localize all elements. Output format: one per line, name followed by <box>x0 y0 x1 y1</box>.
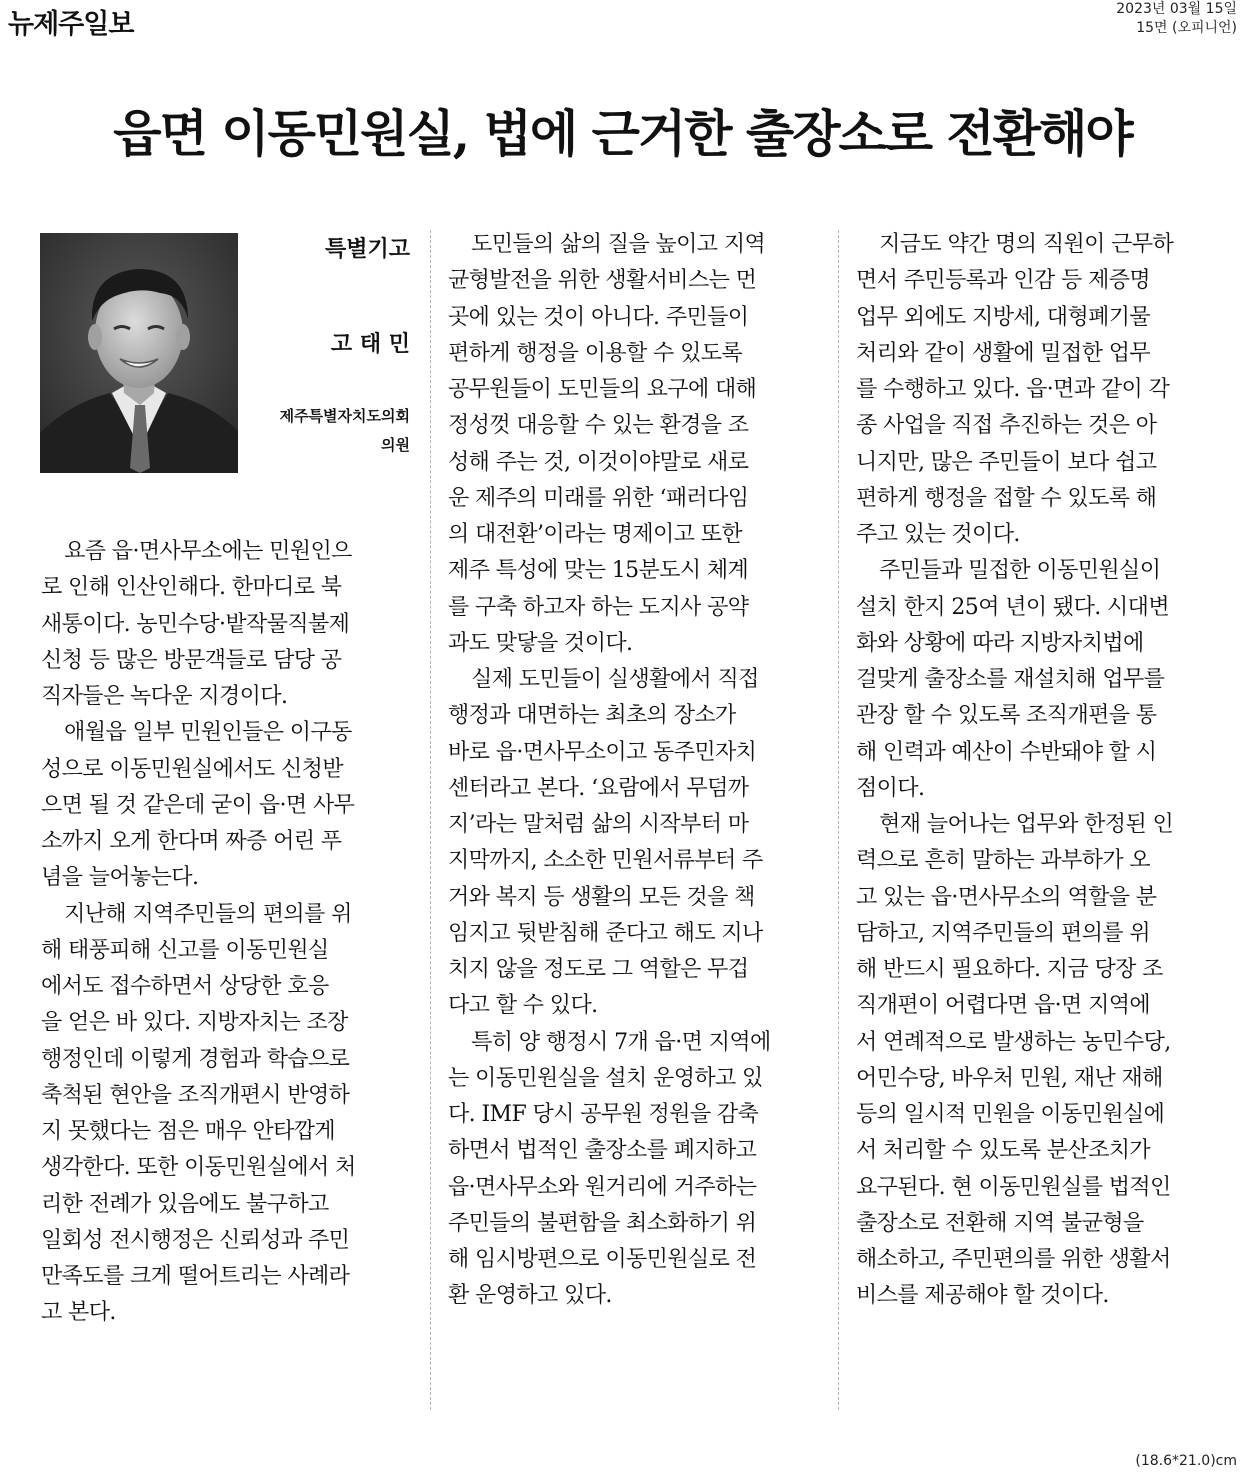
article-text-line: 거와 복지 등 생활의 모든 것을 책 <box>448 884 755 910</box>
article-text-line: 다고 할 수 있다. <box>448 993 598 1019</box>
article-text-line: 지’라는 말처럼 삶의 시작부터 마 <box>448 812 749 837</box>
article-size-note: (18.6*21.0)cm <box>1135 1453 1237 1469</box>
article-text-line: 등의 일시적 민원을 이동민원실에 <box>856 1102 1165 1127</box>
article-text-line: 직개편이 어렵다면 읍·면 지역에 <box>856 993 1151 1019</box>
article-text-line: 해 인력과 예산이 수반돼야 할 시 <box>856 739 1157 765</box>
article-text-line: 공무원들이 도민들의 요구에 대해 <box>448 377 757 402</box>
article-paragraph <box>856 553 1228 807</box>
article-text-line: 서 처리할 수 있도록 분산조치가 <box>856 1138 1151 1164</box>
article-text-line: 신청 등 많은 방문객들로 담당 공 <box>41 647 342 673</box>
article-text-line: 만족도를 크게 떨어트리는 사례라 <box>41 1264 350 1289</box>
article-text-line: 해 반드시 필요하다. 지금 당장 조 <box>856 957 1163 982</box>
column-type-label: 특별기고 <box>324 237 410 262</box>
newspaper-masthead: 뉴제주일보 <box>8 9 134 40</box>
article-text-line: 직자들은 녹다운 지경이다. <box>41 684 288 709</box>
article-text-line: 화와 상황에 따라 지방자치법에 <box>856 630 1144 656</box>
article-paragraph <box>448 662 820 1025</box>
article-text-line: 설치 한지 25여 년이 됐다. 시대변 <box>856 594 1169 620</box>
article-paragraph <box>448 227 820 662</box>
article-text-line: 운 제주의 미래를 위한 ‘패러다임 <box>448 485 749 511</box>
article-text-line: 주민들과 밀접한 이동민원실이 <box>879 558 1161 584</box>
article-text-line: 어민수당, 바우처 민원, 재난 재해 <box>856 1065 1163 1091</box>
article-text-line: 념을 늘어놓는다. <box>41 865 199 891</box>
article-paragraph <box>856 807 1228 1315</box>
article-text-line: 지막까지, 소소한 민원서류부터 주 <box>448 848 763 874</box>
article-text-line: 처리와 같이 생활에 밀접한 업무 <box>856 340 1151 366</box>
article-text-line: 바로 읍·면사무소이고 동주민자치 <box>448 739 757 765</box>
article-text-line: 편하게 행정을 접할 수 있도록 해 <box>856 485 1157 511</box>
article-text-line: 담하고, 지역주민들의 편의를 위 <box>856 920 1151 946</box>
article-text-line: 곳에 있는 것이 아니다. 주민들이 <box>448 304 749 330</box>
article-text-line: 를 수행하고 있다. 읍·면과 같이 각 <box>856 377 1170 402</box>
column-divider <box>838 230 839 1410</box>
article-text-line: 해 태풍피해 신고를 이동민원실 <box>41 937 329 963</box>
article-text-line: 종 사업을 직접 추진하는 것은 아 <box>856 413 1157 439</box>
author-affiliation <box>230 402 410 460</box>
article-paragraph <box>856 227 1228 553</box>
issue-meta <box>1116 0 1237 38</box>
article-text-line: 환 운영하고 있다. <box>448 1283 612 1309</box>
article-text-line: 균형발전을 위한 생활서비스는 먼 <box>448 268 757 294</box>
article-text-line: 하면서 법적인 출장소를 폐지하고 <box>448 1138 757 1164</box>
article-paragraph <box>41 897 413 1332</box>
article-text-line: 성해 주는 것, 이것이야말로 새로 <box>448 449 749 475</box>
article-text-line: 해 임시방편으로 이동민원실로 전 <box>448 1247 757 1272</box>
article-text-line: 관장 할 수 있도록 조직개편을 통 <box>856 703 1157 729</box>
article-text-line: 에서도 접수하면서 상당한 호응 <box>41 974 329 999</box>
article-text-line: 축척된 현안을 조직개편시 반영하 <box>41 1082 350 1108</box>
article-text-line: 으면 될 것 같은데 굳이 읍·면 사무 <box>41 792 355 818</box>
article-paragraph <box>41 715 413 896</box>
article-text-line: 업무 외에도 지방세, 대형폐기물 <box>856 304 1151 330</box>
article-text-line: 비스를 제공해야 할 것이다. <box>856 1283 1109 1309</box>
article-text-line: 니지만, 많은 주민들이 보다 쉽고 <box>856 449 1157 475</box>
article-text-line: 면서 주민등록과 인감 등 제증명 <box>856 268 1151 294</box>
article-text-line: 주고 있는 것이다. <box>856 522 1020 547</box>
article-text-line: 로 인해 인산인해다. 한마디로 북 <box>41 575 342 601</box>
article-text-line: 현재 늘어나는 업무와 한정된 인 <box>879 812 1174 837</box>
article-text-line: 정성껏 대응할 수 있는 환경을 조 <box>448 413 749 439</box>
article-text-line: 는 이동민원실을 설치 운영하고 있 <box>448 1065 763 1091</box>
article-text-line: 를 구축 하고자 하는 도지사 공약 <box>448 594 749 620</box>
author-portrait-illustration <box>40 233 238 473</box>
article-text-line: 점이다. <box>856 775 925 801</box>
article-text-line: 걸맞게 출장소를 재설치해 업무를 <box>856 667 1165 692</box>
article-text-line: 실제 도민들이 실생활에서 직접 <box>471 667 759 692</box>
article-text-line: 다. IMF 당시 공무원 정원을 감축 <box>448 1102 759 1127</box>
article-text-line: 도민들의 삶의 질을 높이고 지역 <box>471 232 766 257</box>
article-text-line: 일회성 전시행정은 신뢰성과 주민 <box>41 1227 350 1253</box>
article-text-line: 요구된다. 현 이동민원실를 법적인 <box>856 1174 1171 1200</box>
issue-page: 15면 (오피니언) <box>1136 20 1237 36</box>
article-text-line: 센터라고 본다. ‘요람에서 무덤까 <box>448 775 749 801</box>
issue-date: 2023년 03월 15일 <box>1116 1 1237 17</box>
article-text-line: 과도 맞닿을 것이다. <box>448 630 633 656</box>
article-text-line: 읍·면사무소와 원거리에 거주하는 <box>448 1174 757 1200</box>
author-affiliation-org: 제주특별자치도의회 <box>279 407 410 425</box>
article-text-line: 지 못했다는 점은 매우 안타깝게 <box>41 1119 336 1144</box>
article-paragraph <box>448 1025 820 1315</box>
article-text-line: 새통이다. 농민수당·밭작물직불제 <box>41 611 350 637</box>
article-text-line: 생각한다. 또한 이동민원실에서 처 <box>41 1155 356 1181</box>
article-text-line: 해소하고, 주민편의를 위한 생활서 <box>856 1247 1171 1272</box>
article-text-line: 출장소로 전환해 지역 불균형을 <box>856 1210 1144 1236</box>
article-text-line: 리한 전례가 있음에도 불구하고 <box>41 1191 329 1217</box>
article-text-line: 소까지 오게 한다며 짜증 어린 푸 <box>41 829 342 854</box>
column-divider <box>430 230 431 1410</box>
article-paragraph <box>41 534 413 715</box>
article-text-line: 고 본다. <box>41 1300 116 1326</box>
article-text-line: 행정과 대면하는 최초의 장소가 <box>448 703 736 729</box>
article-column-3 <box>856 227 1228 1315</box>
article-text-line: 임지고 뒷받침해 준다고 해도 지나 <box>448 920 763 946</box>
article-text-line: 제주 특성에 맞는 15분도시 체계 <box>448 558 749 584</box>
article-text-line: 행정인데 이렇게 경험과 학습으로 <box>41 1046 350 1072</box>
article-text-line: 의 대전환’이라는 명제이고 또한 <box>448 522 743 547</box>
author-affiliation-title: 의원 <box>381 436 410 454</box>
article-text-line: 특히 양 행정시 7개 읍·면 지역에 <box>471 1029 771 1055</box>
article-column-1 <box>41 534 413 1332</box>
article-text-line: 주민들의 불편함을 최소화하기 위 <box>448 1210 757 1236</box>
article-text-line: 애월읍 일부 민원인들은 이구동 <box>64 720 352 746</box>
article-text-line: 력으로 흔히 말하는 과부하가 오 <box>856 848 1151 874</box>
author-name: 고 태 민 <box>330 332 410 357</box>
article-text-line: 을 얻은 바 있다. 지방자치는 조장 <box>41 1010 348 1036</box>
article-column-2 <box>448 227 820 1315</box>
article-text-line: 서 연례적으로 발생하는 농민수당, <box>856 1029 1171 1055</box>
article-headline: 읍면 이동민원실, 법에 근거한 출장소로 전환해야 <box>113 104 1132 163</box>
article-text-line: 지금도 약간 명의 직원이 근무하 <box>879 232 1174 257</box>
article-text-line: 고 있는 읍·면사무소의 역할을 분 <box>856 884 1157 910</box>
article-text-line: 지난해 지역주민들의 편의를 위 <box>64 901 352 927</box>
article-text-line: 치지 않을 정도로 그 역할은 무겁 <box>448 957 749 982</box>
author-photo <box>40 233 238 473</box>
article-text-line: 성으로 이동민원실에서도 신청받 <box>41 756 343 782</box>
article-text-line: 편하게 행정을 이용할 수 있도록 <box>448 340 743 366</box>
article-text-line: 요즘 읍·면사무소에는 민원인으 <box>64 539 352 564</box>
